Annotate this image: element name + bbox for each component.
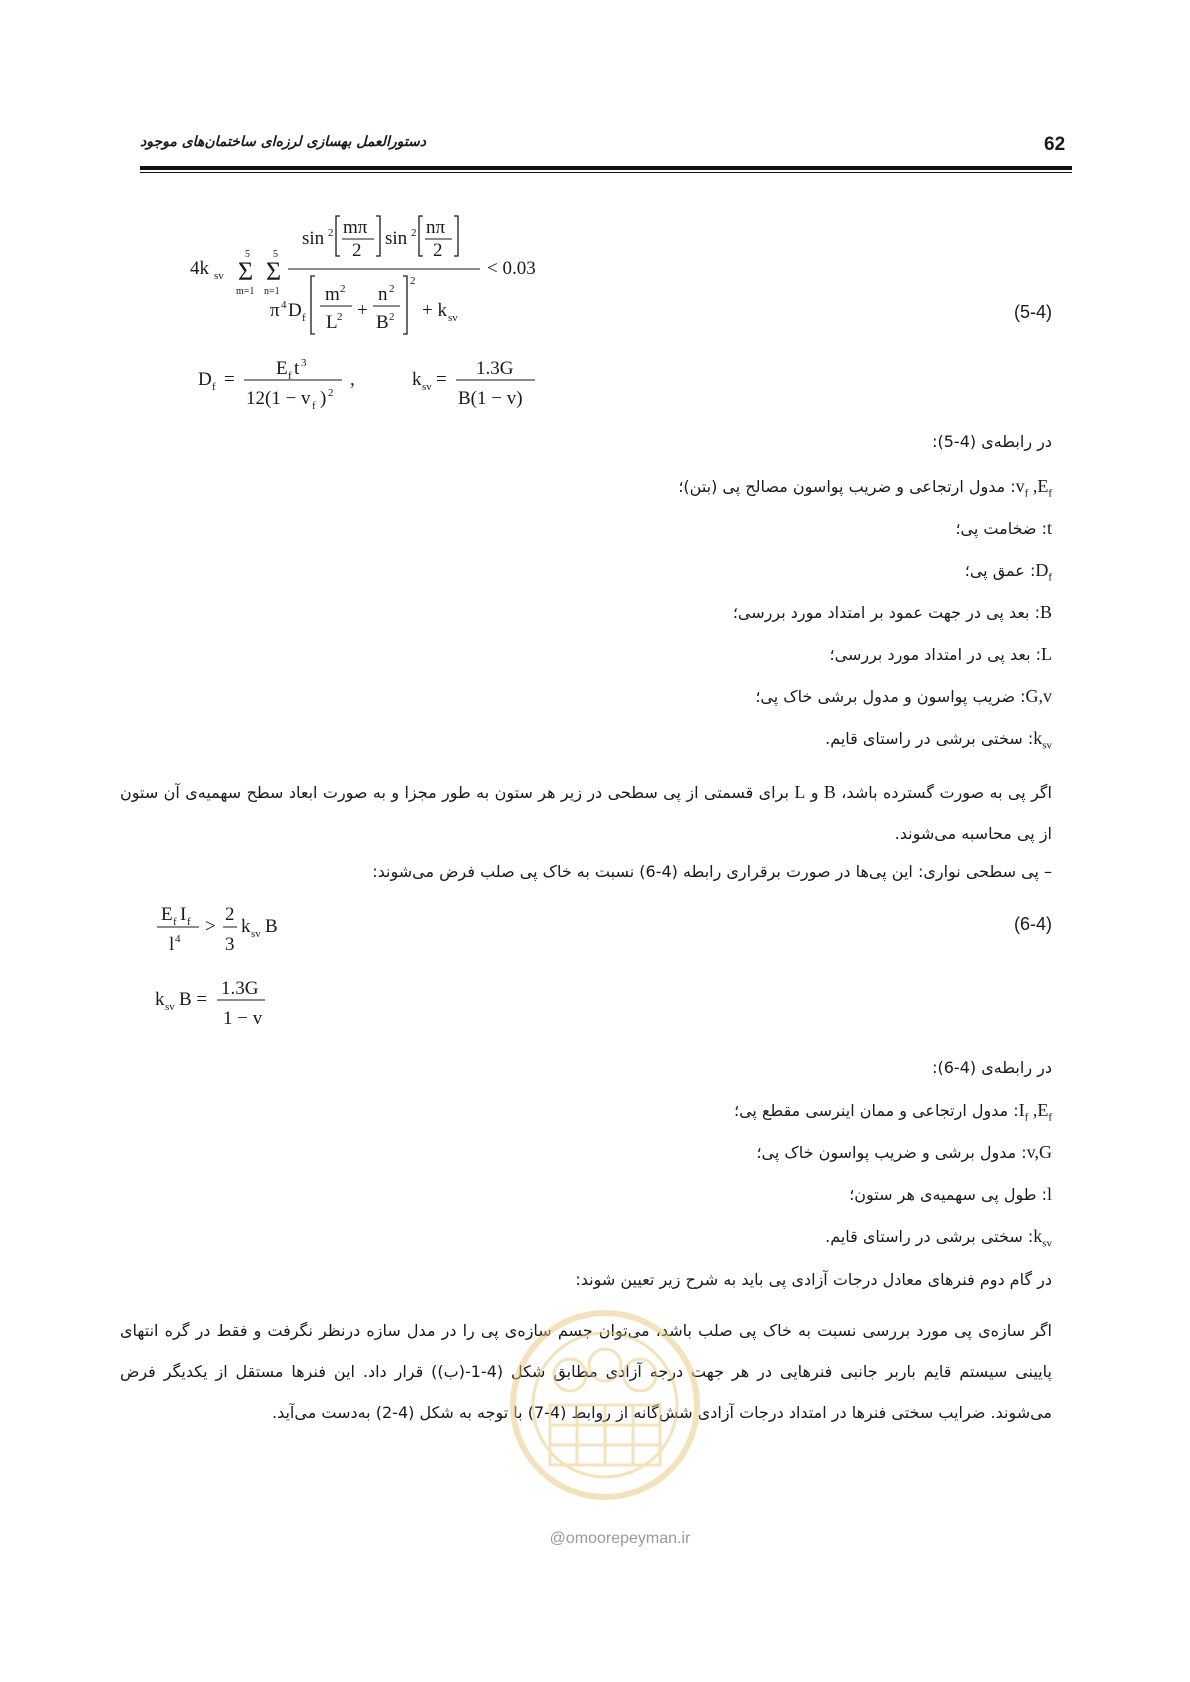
symbol-g-v: G,v [1025, 686, 1052, 706]
section-intro-6-4: در رابطه‌ی (4-6): [932, 1058, 1052, 1077]
svg-text:=: = [436, 369, 447, 390]
svg-text:1.3G: 1.3G [476, 358, 514, 379]
symbol-l-length: l [1046, 1184, 1052, 1204]
definition-t: t: ضخامت پی؛ [955, 518, 1052, 538]
definition-v-g: v,G: مدول برشی و ضریب پواسون خاک پی؛ [756, 1142, 1052, 1162]
svg-text:+: + [357, 300, 368, 321]
svg-text:sv: sv [165, 1001, 175, 1013]
svg-text:nπ: nπ [426, 217, 446, 238]
definition-ksv-2: $k_{sv}$: سختی برشی در راستای قایم. [825, 1226, 1052, 1250]
svg-text:E: E [161, 904, 173, 925]
symbol-df: $D_f$ [1035, 560, 1052, 584]
svg-text:2: 2 [328, 387, 334, 399]
svg-text:l: l [169, 934, 175, 955]
symbol-if-ef: $I_f$ $,E_f$ [1018, 1100, 1052, 1124]
equation-ksv-b [155, 972, 295, 1032]
svg-text:5: 5 [273, 249, 278, 260]
svg-text:12(1 − v: 12(1 − v [246, 388, 311, 409]
svg-text:L: L [326, 312, 338, 333]
header-rule-thin [140, 172, 1072, 173]
svg-text:+ k: + k [422, 300, 447, 321]
symbol-ksv: $k_{sv}$ [1033, 728, 1052, 752]
svg-text:3: 3 [301, 357, 307, 369]
svg-text:n: n [378, 284, 388, 305]
svg-text:2: 2 [352, 240, 362, 261]
equation-number-6-4: (6-4) [1013, 914, 1052, 934]
symbol-b: B [1039, 602, 1052, 622]
svg-text:f: f [288, 370, 292, 382]
watermark-text: @omoorepeyman.ir [549, 1530, 691, 1547]
definition-l: L: بعد پی در امتداد مورد بررسی؛ [829, 644, 1052, 664]
svg-text:π: π [270, 300, 280, 321]
svg-text:sin: sin [302, 228, 325, 249]
svg-text:3: 3 [225, 934, 235, 955]
svg-text:B =: B = [179, 989, 208, 1010]
equation-6-4-inequality [155, 898, 355, 958]
svg-text:I: I [180, 904, 187, 925]
symbol-t: t [1046, 518, 1052, 538]
definition-b: B: بعد پی در جهت عمود بر امتداد مورد بررسی؛ [732, 602, 1052, 622]
definition-df: $D_f$: عمق پی؛ [964, 560, 1052, 584]
svg-text:2: 2 [410, 275, 416, 287]
svg-text:B: B [265, 916, 278, 937]
symbol-v-g: v,G [1026, 1142, 1052, 1162]
running-title: دستورالعمل بهسازی لرزه‌ای ساختمان‌های موجود [140, 134, 427, 150]
svg-text:,: , [350, 369, 355, 390]
svg-text:D: D [288, 300, 302, 321]
svg-text:sv: sv [214, 270, 224, 282]
svg-text:sv: sv [448, 312, 458, 324]
svg-text:t: t [294, 358, 300, 379]
svg-text:f: f [173, 916, 177, 928]
page-number: 62 [1044, 134, 1066, 155]
svg-text:1.3G: 1.3G [221, 978, 259, 999]
svg-text:f: f [187, 916, 191, 928]
svg-text:4k: 4k [190, 258, 209, 279]
svg-text:sv: sv [251, 928, 261, 940]
definition-ksv: $k_{sv}$: سختی برشی در راستای قایم. [825, 728, 1052, 752]
inequality-rhs: < 0.03 [487, 258, 536, 279]
watermark-logo [505, 1305, 705, 1505]
definition-l-length: l: طول پی سهمیه‌ی هر ستون؛ [849, 1184, 1052, 1204]
svg-text:m: m [325, 284, 340, 305]
svg-text:B: B [376, 312, 389, 333]
svg-text:2: 2 [328, 227, 334, 239]
svg-text:f: f [212, 381, 216, 393]
svg-text:4: 4 [175, 933, 181, 945]
equation-df-ksv [198, 352, 558, 412]
svg-text:mπ: mπ [343, 217, 368, 238]
paragraph-spread-footing: اگر پی به صورت گسترده باشد، B و L برای قسمتی از پی سطحی در زیر هر ستون به طور مجزا و به صورت ابعاد سطح سهمیه‌ی آن ستون از پی محاسبه می‌شوند. [120, 782, 1052, 843]
equation-5-4-inequality [190, 208, 590, 343]
svg-text:B(1 − v): B(1 − v) [458, 388, 523, 409]
svg-text:f: f [312, 400, 316, 412]
svg-text:=: = [224, 369, 235, 390]
svg-text:2: 2 [225, 904, 235, 925]
svg-text:): ) [320, 388, 327, 409]
svg-text:2: 2 [411, 227, 417, 239]
symbol-l: L [1041, 644, 1052, 664]
paragraph-rigid-foundation: اگر سازه‌ی پی مورد بررسی نسبت به خاک پی صلب باشد، می‌توان جسم سازه‌ی پی را در مدل سازه درنظر نگرفت و فقط در گره انتهای پایینی سیستم قایم باربر جانبی فنرهایی در هر جهت درجه آزادی مطابق شکل (4-1-(ب)) قرار داد. این فنرها مستقل از یکدیگر فرض می‌شوند. ضرایب سختی فنرها در امتداد درجات آزادی شش‌گانه از روابط (4-7) با توجه به شکل (4-2) به‌دست می‌آید. [120, 1321, 1052, 1422]
symbol-ksv-2: $k_{sv}$ [1033, 1226, 1052, 1250]
definition-if-ef: $I_f$ $,E_f$: مدول ارتجاعی و ممان اینرسی مقطع پی؛ [733, 1100, 1052, 1124]
definition-vf-ef: $v_f$ $,E_f$: مدول ارتجاعی و ضریب پواسون مصالح پی (بتن)؛ [678, 476, 1052, 500]
svg-text:sin: sin [385, 228, 408, 249]
svg-text:f: f [302, 312, 306, 324]
strip-footing-bullet: – پی سطحی نواری: این پی‌ها در صورت برقراری رابطه (4-6) نسبت به خاک پی صلب فرض می‌شوند: [372, 862, 1052, 881]
definition-g-v: G,v: ضریب پواسون و مدول برشی خاک پی؛ [755, 686, 1052, 706]
svg-text:2: 2 [389, 283, 395, 295]
svg-text:E: E [276, 358, 288, 379]
svg-text:k: k [241, 916, 251, 937]
equation-number-5-4: (5-4) [1013, 302, 1052, 322]
symbol-vf-ef: $v_f$ $,E_f$ [1015, 476, 1052, 500]
svg-text:m=1: m=1 [236, 286, 255, 297]
svg-text:1 − v: 1 − v [223, 1008, 263, 1029]
header-rule [140, 166, 1072, 170]
svg-text:2: 2 [433, 240, 443, 261]
svg-text:k: k [155, 989, 165, 1010]
svg-text:n=1: n=1 [264, 286, 280, 297]
svg-text:sv: sv [422, 381, 432, 393]
svg-text:k: k [412, 369, 422, 390]
svg-text:4: 4 [281, 299, 287, 311]
svg-text:Σ: Σ [238, 257, 254, 286]
svg-text:>: > [205, 916, 216, 937]
svg-text:2: 2 [389, 311, 395, 323]
section-intro-5-4: در رابطه‌ی (4-5): [932, 432, 1052, 451]
svg-text:2: 2 [340, 283, 346, 295]
svg-text:5: 5 [245, 249, 250, 260]
svg-text:D: D [198, 369, 212, 390]
second-step-sentence: در گام دوم فنرهای معادل درجات آزادی پی باید به شرح زیر تعیین شوند: [575, 1270, 1052, 1289]
svg-text:Σ: Σ [266, 257, 282, 286]
svg-text:2: 2 [337, 311, 343, 323]
